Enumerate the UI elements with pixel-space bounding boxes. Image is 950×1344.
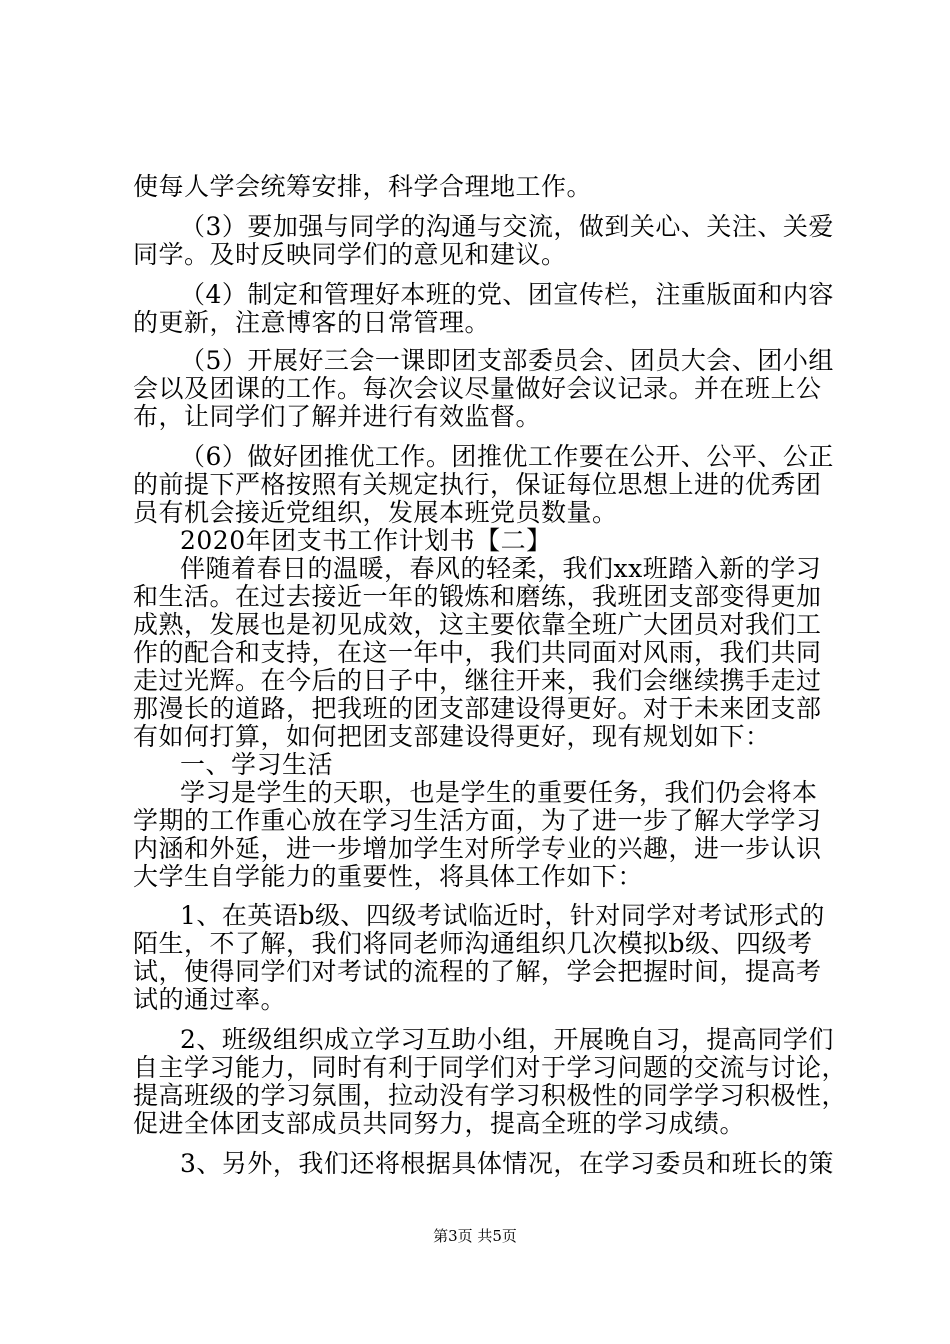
- text-line: 会以及团课的工作。每次会议尽量做好会议记录。并在班上公: [133, 374, 822, 403]
- text-line: 自主学习能力，同时有利于同学们对于学习问题的交流与讨论，: [133, 1053, 848, 1082]
- text-line: 同学。及时反映同学们的意见和建议。: [133, 240, 567, 269]
- text-line: 试的通过率。: [133, 985, 287, 1014]
- text-line: 伴随着春日的温暖，春风的轻柔，我们xx班踏入新的学习: [180, 554, 822, 583]
- text-line: 学期的工作重心放在学习生活方面，为了进一步了解大学学习: [133, 806, 822, 835]
- text-line: 陌生，不了解，我们将同老师沟通组织几次模拟b级、四级考: [133, 929, 813, 958]
- text-line: 作的配合和支持，在这一年中，我们共同面对风雨，我们共同: [133, 638, 822, 667]
- text-line: 的更新，注意博客的日常管理。: [133, 308, 491, 337]
- text-line: 那漫长的道路，把我班的团支部建设得更好。对于未来团支部: [133, 694, 822, 723]
- page-number: 第3页 共5页: [433, 1227, 517, 1245]
- text-line: 内涵和外延，进一步增加学生对所学专业的兴趣，进一步认识: [133, 834, 822, 863]
- text-line: 大学生自学能力的重要性，将具体工作如下：: [133, 862, 644, 891]
- text-line: （4）制定和管理好本班的党、团宣传栏，注重版面和内容: [180, 280, 834, 309]
- text-line: 有如何打算，如何把团支部建设得更好，现有规划如下：: [133, 722, 771, 751]
- text-line: 1、在英语b级、四级考试临近时，针对同学对考试形式的: [180, 901, 825, 930]
- text-line: 2、班级组织成立学习互助小组，开展晚自习，提高同学们: [180, 1025, 834, 1054]
- text-line: 的前提下严格按照有关规定执行，保证每位思想上进的优秀团: [133, 470, 822, 499]
- text-line: 一、学习生活: [180, 750, 334, 779]
- text-line: 学习是学生的天职，也是学生的重要任务，我们仍会将本: [180, 778, 818, 807]
- text-line: 提高班级的学习氛围，拉动没有学习积极性的同学学习积极性，: [133, 1081, 848, 1110]
- text-line: 2020年团支书工作计划书【二】: [180, 526, 552, 555]
- text-line: （5）开展好三会一课即团支部委员会、团员大会、团小组: [180, 346, 834, 375]
- text-line: 促进全体团支部成员共同努力，提高全班的学习成绩。: [133, 1109, 746, 1138]
- text-line: 成熟，发展也是初见成效，这主要依靠全班广大团员对我们工: [133, 610, 822, 639]
- text-line: （3）要加强与同学的沟通与交流，做到关心、关注、关爱: [180, 212, 834, 241]
- text-line: 布，让同学们了解并进行有效监督。: [133, 402, 542, 431]
- text-line: 员有机会接近党组织，发展本班党员数量。: [133, 498, 618, 527]
- text-line: 3、另外，我们还将根据具体情况，在学习委员和班长的策: [180, 1149, 834, 1178]
- text-line: 走过光辉。在今后的日子中，继往开来，我们会继续携手走过: [133, 666, 822, 695]
- text-line: 和生活。在过去接近一年的锻炼和磨练，我班团支部变得更加: [133, 582, 822, 611]
- text-line: （6）做好团推优工作。团推优工作要在公开、公平、公正: [180, 442, 834, 471]
- text-line: 试，使得同学们对考试的流程的了解，学会把握时间，提高考: [133, 957, 822, 986]
- text-line: 使每人学会统筹安排，科学合理地工作。: [133, 172, 593, 201]
